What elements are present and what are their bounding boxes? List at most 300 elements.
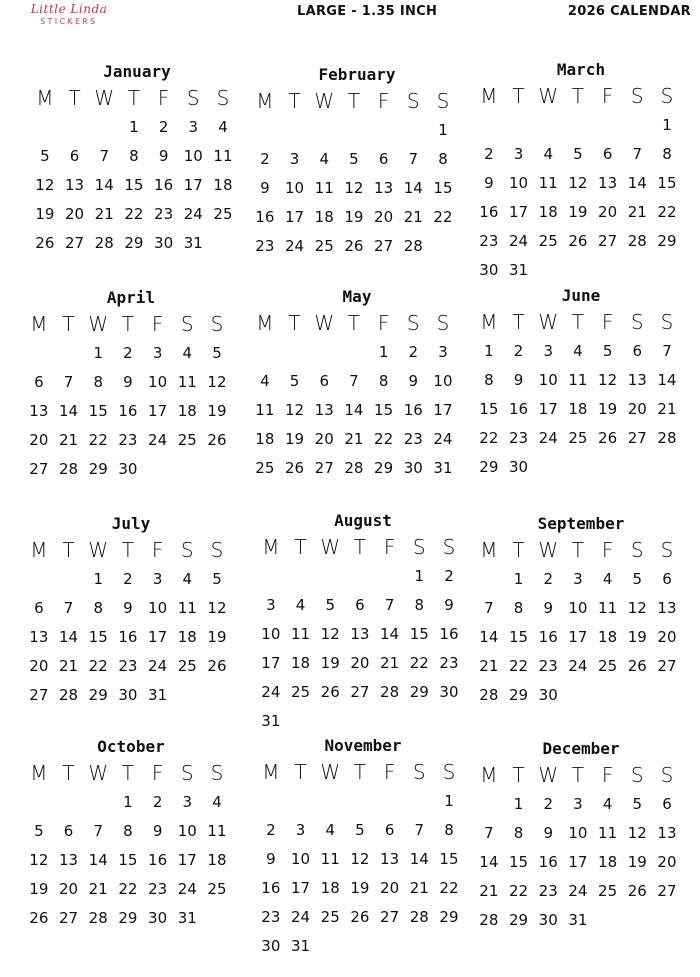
day-cell: 9: [123, 599, 133, 617]
day-cell: 15: [657, 174, 677, 192]
week-row: [474, 790, 688, 819]
weekday-label: S: [210, 761, 224, 785]
day-cell: 26: [29, 909, 49, 927]
day-cell: 13: [29, 402, 49, 420]
day-cell: 19: [627, 853, 647, 871]
weekday-label: T: [62, 312, 75, 336]
day-cell: 23: [261, 908, 281, 926]
day-cell: 23: [538, 882, 558, 900]
day-cell: 19: [350, 879, 370, 897]
weekday-header: [24, 535, 238, 565]
day-cell: 28: [88, 909, 108, 927]
day-cell: 2: [123, 570, 133, 588]
weekday-label: S: [412, 760, 426, 784]
day-cell: [375, 787, 405, 816]
day-cell: 7: [93, 822, 103, 840]
day-cell: [83, 788, 113, 817]
month-grid: [474, 535, 688, 710]
month-name: June: [561, 286, 601, 305]
day-cell: 28: [657, 429, 677, 447]
day-cell: 27: [657, 882, 677, 900]
week-row: [256, 562, 470, 591]
weekday-label: M: [256, 89, 274, 113]
day-cell: 5: [573, 145, 583, 163]
day-cell: [474, 111, 504, 140]
weekday-label: T: [512, 84, 525, 108]
day-cell: [256, 787, 286, 816]
day-cell: 16: [255, 208, 275, 226]
day-cell: 17: [177, 851, 197, 869]
weekday-label: M: [36, 86, 54, 110]
day-cell: 21: [344, 430, 364, 448]
day-cell: 15: [118, 851, 138, 869]
month-grid: [256, 532, 470, 736]
day-cell: 20: [29, 431, 49, 449]
day-cell: 20: [58, 880, 79, 898]
day-cell: 26: [207, 431, 227, 449]
day-cell: 10: [183, 147, 203, 165]
weekday-label: T: [62, 538, 75, 562]
day-cell: 28: [403, 237, 423, 255]
day-cell: 10: [148, 599, 168, 617]
day-cell: 18: [177, 628, 197, 646]
weekday-label: T: [121, 761, 135, 785]
day-cell: 13: [657, 824, 677, 842]
day-cell: [563, 453, 593, 482]
weekday-header: [474, 535, 688, 565]
day-cell: 25: [598, 657, 618, 675]
day-cell: 16: [479, 203, 499, 221]
day-cell: 25: [213, 205, 233, 223]
day-cell: [309, 116, 339, 145]
week-row: [24, 594, 238, 623]
day-cell: 13: [627, 371, 647, 389]
brand-tagline: STICKERS: [40, 17, 98, 26]
weekday-label: T: [571, 763, 585, 787]
day-cell: 30: [403, 459, 423, 477]
month-name: May: [342, 287, 372, 306]
month-block: [250, 286, 464, 483]
day-cell: 3: [573, 795, 583, 813]
day-cell: 6: [384, 821, 395, 839]
day-cell: 1: [662, 116, 672, 134]
week-row: [256, 932, 470, 961]
day-cell: 28: [380, 683, 400, 701]
day-cell: 24: [284, 237, 305, 255]
day-cell: 17: [568, 628, 588, 646]
day-cell: 29: [508, 686, 529, 704]
day-cell: 6: [378, 150, 389, 168]
weekday-label: W: [538, 310, 559, 334]
day-cell: 16: [538, 853, 558, 871]
day-cell: [563, 111, 593, 140]
day-cell: 3: [152, 344, 163, 362]
weekday-label: S: [630, 310, 644, 334]
day-cell: 16: [538, 628, 558, 646]
weekday-label: F: [383, 760, 396, 784]
day-cell: [202, 904, 232, 933]
day-cell: [172, 681, 202, 710]
day-cell: 30: [148, 909, 168, 927]
day-cell: [339, 338, 369, 367]
day-cell: 29: [508, 911, 529, 929]
day-cell: 29: [118, 909, 138, 927]
day-cell: 28: [58, 686, 79, 704]
day-cell: 4: [182, 344, 193, 362]
day-cell: 10: [148, 373, 168, 391]
day-cell: [315, 787, 345, 816]
weekday-label: W: [538, 538, 559, 562]
week-row: [250, 454, 464, 483]
day-cell: [404, 787, 434, 816]
day-cell: 13: [58, 851, 79, 869]
day-cell: 6: [602, 145, 613, 163]
day-cell: 29: [409, 683, 429, 701]
day-cell: 28: [58, 460, 79, 478]
month-block: [474, 285, 688, 482]
day-cell: 14: [479, 628, 499, 646]
day-cell: 12: [568, 174, 588, 192]
day-cell: [315, 707, 345, 736]
weekday-header: [474, 760, 688, 790]
day-cell: 31: [183, 234, 203, 252]
month-block: [24, 513, 238, 710]
day-cell: 1: [484, 342, 494, 360]
weekday-label: W: [320, 760, 341, 784]
day-cell: 27: [380, 908, 400, 926]
month-block: [256, 735, 470, 961]
day-cell: 20: [374, 208, 394, 226]
day-cell: [652, 681, 682, 710]
week-row: [474, 906, 688, 935]
day-cell: 24: [183, 205, 203, 223]
day-cell: 6: [34, 373, 44, 391]
day-cell: 9: [260, 179, 270, 197]
day-cell: 5: [34, 822, 44, 840]
day-cell: 27: [29, 460, 49, 478]
day-cell: [375, 932, 405, 961]
week-row: [474, 337, 688, 366]
day-cell: [202, 455, 232, 484]
day-cell: 30: [538, 911, 558, 929]
weekday-label: F: [151, 312, 164, 336]
month-name: December: [542, 739, 620, 758]
weekday-label: T: [571, 310, 585, 334]
day-cell: 28: [627, 232, 647, 250]
day-cell: 7: [484, 824, 494, 842]
day-cell: 19: [207, 402, 227, 420]
day-cell: 10: [284, 179, 305, 197]
weekday-label: F: [377, 89, 390, 113]
day-cell: 18: [598, 853, 618, 871]
day-cell: 12: [598, 371, 618, 389]
day-cell: 23: [538, 657, 558, 675]
day-cell: 18: [177, 402, 197, 420]
week-row: [250, 367, 464, 396]
day-cell: 1: [129, 118, 139, 136]
day-cell: 5: [632, 570, 643, 588]
week-row: [474, 395, 688, 424]
day-cell: [369, 116, 399, 145]
day-cell: 21: [94, 205, 114, 223]
day-cell: 9: [484, 174, 494, 192]
day-cell: [375, 707, 405, 736]
day-cell: 16: [439, 625, 459, 643]
day-cell: 8: [444, 821, 454, 839]
day-cell: [622, 906, 652, 935]
weekday-label: M: [480, 538, 498, 562]
day-cell: 21: [58, 657, 79, 675]
week-row: [24, 368, 238, 397]
day-cell: [286, 707, 316, 736]
day-cell: 18: [255, 430, 275, 448]
weekday-label: S: [660, 538, 674, 562]
day-cell: 11: [538, 174, 558, 192]
weekday-label: F: [601, 310, 614, 334]
calendar-title: 2026 CALENDAR: [567, 4, 691, 19]
day-cell: 1: [123, 793, 133, 811]
day-cell: 14: [88, 851, 108, 869]
day-cell: 26: [207, 657, 227, 675]
day-cell: 28: [479, 911, 499, 929]
day-cell: 17: [284, 208, 305, 226]
day-cell: 5: [325, 596, 335, 614]
day-cell: 4: [602, 795, 613, 813]
day-cell: [622, 453, 652, 482]
day-cell: 3: [182, 793, 193, 811]
day-cell: 3: [152, 570, 163, 588]
day-cell: 25: [538, 232, 558, 250]
weekday-label: S: [660, 84, 674, 108]
day-cell: 24: [290, 908, 311, 926]
day-cell: 1: [513, 570, 524, 588]
day-cell: 9: [543, 599, 553, 617]
day-cell: [315, 932, 345, 961]
week-row: [30, 229, 244, 258]
day-cell: 2: [158, 118, 169, 136]
month-grid: [24, 535, 238, 710]
day-cell: 12: [627, 599, 647, 617]
week-row: [474, 453, 688, 482]
month-grid: [24, 309, 238, 484]
day-cell: 2: [484, 145, 494, 163]
weekday-label: M: [262, 760, 280, 784]
day-cell: 8: [123, 822, 133, 840]
day-cell: 11: [207, 822, 227, 840]
day-cell: [345, 932, 375, 961]
week-row: [30, 171, 244, 200]
day-cell: 1: [444, 792, 454, 810]
day-cell: 30: [508, 458, 529, 476]
day-cell: 7: [414, 821, 425, 839]
day-cell: 18: [314, 208, 334, 226]
weekday-label: S: [660, 763, 674, 787]
day-cell: [375, 562, 405, 591]
week-row: [24, 426, 238, 455]
weekday-label: S: [210, 312, 224, 336]
day-cell: 16: [261, 879, 281, 897]
day-cell: 4: [212, 793, 222, 811]
week-row: [24, 397, 238, 426]
day-cell: 22: [508, 882, 529, 900]
day-cell: 22: [657, 203, 677, 221]
day-cell: 14: [380, 625, 400, 643]
day-cell: 24: [148, 431, 168, 449]
day-cell: [593, 111, 623, 140]
day-cell: 22: [439, 879, 459, 897]
week-row: [24, 623, 238, 652]
day-cell: 28: [479, 686, 499, 704]
day-cell: 17: [261, 654, 281, 672]
weekday-label: W: [320, 535, 341, 559]
day-cell: 17: [290, 879, 311, 897]
day-cell: 25: [255, 459, 275, 477]
day-cell: [202, 681, 232, 710]
week-row: [474, 819, 688, 848]
day-cell: 8: [414, 596, 425, 614]
day-cell: 22: [124, 205, 144, 223]
weekday-label: T: [347, 89, 361, 113]
day-cell: 7: [408, 150, 419, 168]
weekday-label: F: [601, 763, 614, 787]
day-cell: 15: [409, 625, 429, 643]
day-cell: [428, 232, 458, 261]
day-cell: 12: [284, 401, 305, 419]
day-cell: 13: [64, 176, 85, 194]
day-cell: 31: [148, 686, 168, 704]
weekday-label: W: [538, 763, 559, 787]
weekday-label: S: [216, 86, 230, 110]
day-cell: 7: [384, 596, 395, 614]
month-block: [474, 513, 688, 710]
day-cell: 5: [212, 344, 222, 362]
weekday-label: S: [412, 535, 426, 559]
weekday-label: T: [121, 312, 135, 336]
size-label: LARGE - 1.35 INCH: [297, 4, 438, 19]
day-cell: 24: [433, 430, 453, 448]
day-cell: 20: [350, 654, 370, 672]
day-cell: 10: [568, 824, 588, 842]
day-cell: 4: [543, 145, 553, 163]
month-name: August: [334, 511, 392, 530]
day-cell: 25: [314, 237, 334, 255]
day-cell: 6: [662, 570, 672, 588]
week-row: [474, 227, 688, 256]
day-cell: [24, 339, 54, 368]
day-cell: 8: [662, 145, 672, 163]
day-cell: 15: [88, 628, 108, 646]
week-row: [474, 169, 688, 198]
week-row: [250, 425, 464, 454]
day-cell: 22: [479, 429, 499, 447]
day-cell: 5: [349, 150, 359, 168]
week-row: [256, 678, 470, 707]
day-cell: 11: [320, 850, 340, 868]
day-cell: [24, 565, 54, 594]
day-cell: 4: [319, 150, 329, 168]
day-cell: 12: [344, 179, 364, 197]
month-name: March: [556, 60, 606, 79]
day-cell: [345, 707, 375, 736]
weekday-label: F: [151, 538, 164, 562]
day-cell: 21: [58, 431, 79, 449]
weekday-label: W: [88, 312, 109, 336]
day-cell: 14: [403, 179, 423, 197]
day-cell: 27: [58, 909, 79, 927]
day-cell: 26: [350, 908, 370, 926]
month-block: [24, 287, 238, 484]
day-cell: [622, 111, 652, 140]
month-grid: [24, 758, 238, 933]
day-cell: [280, 338, 310, 367]
month-block: [24, 736, 238, 933]
weekday-header: [256, 757, 470, 787]
day-cell: 16: [508, 400, 529, 418]
day-cell: 6: [355, 596, 365, 614]
day-cell: 1: [378, 343, 389, 361]
day-cell: 5: [212, 570, 222, 588]
day-cell: 17: [508, 203, 529, 221]
day-cell: 12: [350, 850, 370, 868]
day-cell: 29: [657, 232, 677, 250]
week-row: [474, 565, 688, 594]
day-cell: 27: [314, 459, 334, 477]
month-name: January: [103, 62, 171, 81]
day-cell: [208, 229, 238, 258]
day-cell: 12: [29, 851, 49, 869]
day-cell: [339, 116, 369, 145]
day-cell: 15: [508, 853, 529, 871]
day-cell: 5: [40, 147, 50, 165]
weekday-label: S: [442, 535, 456, 559]
day-cell: 2: [543, 795, 553, 813]
day-cell: [398, 116, 428, 145]
day-cell: [622, 681, 652, 710]
day-cell: 5: [632, 795, 643, 813]
weekday-label: F: [151, 761, 164, 785]
day-cell: 7: [63, 599, 74, 617]
day-cell: 11: [177, 599, 197, 617]
weekday-label: S: [406, 311, 420, 335]
day-cell: 8: [513, 599, 524, 617]
day-cell: 7: [484, 599, 494, 617]
day-cell: [652, 453, 682, 482]
day-cell: 29: [88, 460, 108, 478]
weekday-label: M: [256, 311, 274, 335]
weekday-label: S: [180, 312, 194, 336]
week-row: [474, 256, 688, 285]
day-cell: 1: [93, 344, 103, 362]
month-block: [256, 510, 470, 736]
weekday-label: F: [377, 311, 390, 335]
day-cell: [474, 565, 504, 594]
week-row: [474, 681, 688, 710]
day-cell: 30: [118, 686, 138, 704]
day-cell: 19: [35, 205, 55, 223]
day-cell: 27: [29, 686, 49, 704]
day-cell: 26: [627, 882, 647, 900]
day-cell: 8: [129, 147, 139, 165]
week-row: [256, 816, 470, 845]
week-row: [24, 817, 238, 846]
day-cell: [504, 111, 534, 140]
day-cell: 28: [409, 908, 429, 926]
day-cell: 18: [538, 203, 558, 221]
day-cell: [30, 113, 60, 142]
month-block: [474, 738, 688, 935]
day-cell: 10: [290, 850, 311, 868]
day-cell: 15: [439, 850, 459, 868]
